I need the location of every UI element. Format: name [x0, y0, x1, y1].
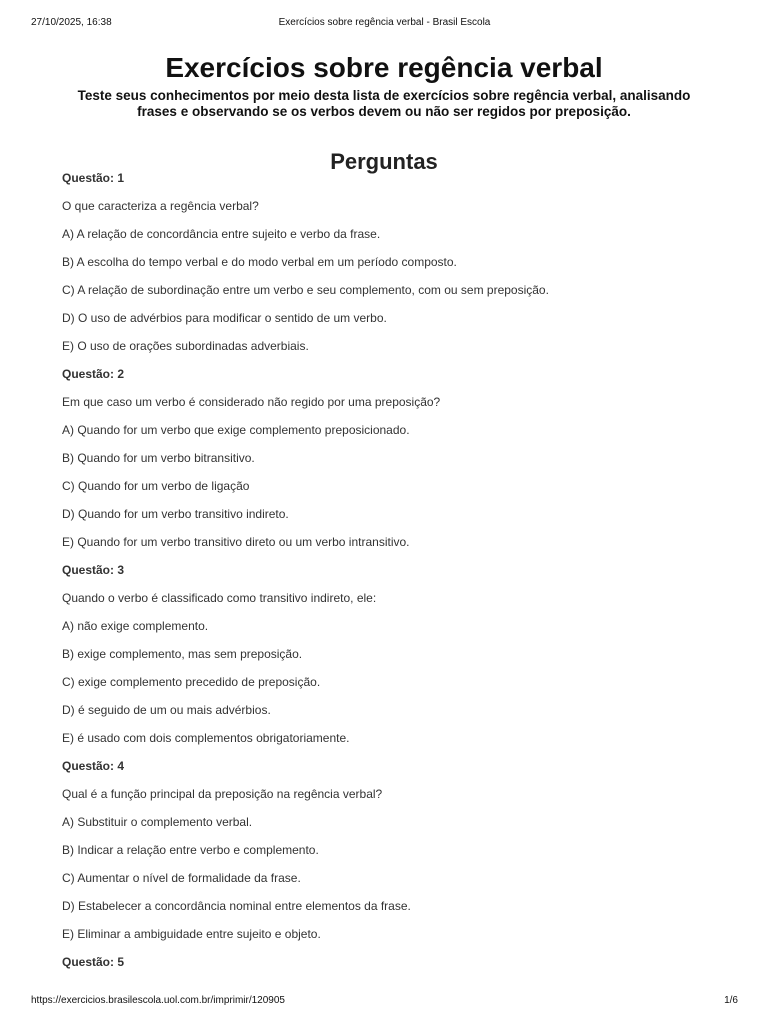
question-text: Em que caso um verbo é considerado não regido por uma preposição? [62, 395, 441, 409]
question-4 [62, 758, 722, 954]
question-option: C) Aumentar o nível de formalidade da frase. [62, 871, 301, 885]
question-label: Questão: 4 [62, 759, 125, 773]
question-option: E) O uso de orações subordinadas adverbiais. [62, 339, 309, 353]
question-option: C) exige complemento precedido de preposição. [62, 675, 321, 689]
question-option: E) é usado com dois complementos obrigatoriamente. [62, 731, 350, 745]
print-document-title: Exercícios sobre regência verbal - Brasil Escola [278, 17, 491, 28]
page-title: Exercícios sobre regência verbal [165, 52, 603, 83]
question-label: Questão: 3 [62, 563, 125, 577]
question-option: D) O uso de advérbios para modificar o sentido de um verbo. [62, 311, 387, 325]
question-options [62, 226, 722, 366]
question-text: O que caracteriza a regência verbal? [62, 199, 259, 213]
question-label: Questão: 5 [62, 955, 125, 969]
question-option: D) Estabelecer a concordância nominal entre elementos da frase. [62, 899, 411, 913]
question-text: Quando o verbo é classificado como transitivo indireto, ele: [62, 591, 377, 605]
question-option: B) exige complemento, mas sem preposição. [62, 647, 303, 661]
section-heading-perguntas: Perguntas [330, 149, 438, 174]
print-datetime: 27/10/2025, 16:38 [31, 17, 112, 28]
question-option: B) A escolha do tempo verbal e do modo verbal em um período composto. [62, 255, 457, 269]
question-option: C) Quando for um verbo de ligação [62, 479, 250, 493]
print-page-number: 1/6 [724, 995, 738, 1006]
questions-list [62, 170, 722, 982]
question-option: A) não exige complemento. [62, 619, 209, 633]
question-option: A) A relação de concordância entre sujeito e verbo da frase. [62, 227, 381, 241]
question-option: D) Quando for um verbo transitivo indireto. [62, 507, 289, 521]
question-option: B) Indicar a relação entre verbo e complemento. [62, 843, 319, 857]
question-option: C) A relação de subordinação entre um verbo e seu complemento, com ou sem preposição. [62, 283, 549, 297]
question-5 [62, 954, 722, 982]
question-option: D) é seguido de um ou mais advérbios. [62, 703, 271, 717]
question-3 [62, 562, 722, 758]
question-option: E) Quando for um verbo transitivo direto ou um verbo intransitivo. [62, 535, 410, 549]
question-text: Qual é a função principal da preposição na regência verbal? [62, 787, 383, 801]
print-url: https://exercicios.brasilescola.uol.com.br/imprimir/120905 [31, 995, 285, 1006]
question-1 [62, 170, 722, 366]
question-label: Questão: 2 [62, 367, 125, 381]
question-options [62, 618, 722, 758]
question-option: B) Quando for um verbo bitransitivo. [62, 451, 255, 465]
question-label: Questão: 1 [62, 171, 125, 185]
question-option: E) Eliminar a ambiguidade entre sujeito e objeto. [62, 927, 321, 941]
question-option: A) Substituir o complemento verbal. [62, 815, 253, 829]
question-options [62, 814, 722, 954]
print-header [31, 17, 738, 31]
question-2 [62, 366, 722, 562]
print-footer [31, 995, 738, 1009]
question-options [62, 422, 722, 562]
page-subtitle: Teste seus conhecimentos por meio desta lista de exercícios sobre regência verbal, analisando frases e observando se os verbos devem ou não ser regidos por preposição. [77, 88, 691, 119]
question-option: A) Quando for um verbo que exige complemento preposicionado. [62, 423, 410, 437]
